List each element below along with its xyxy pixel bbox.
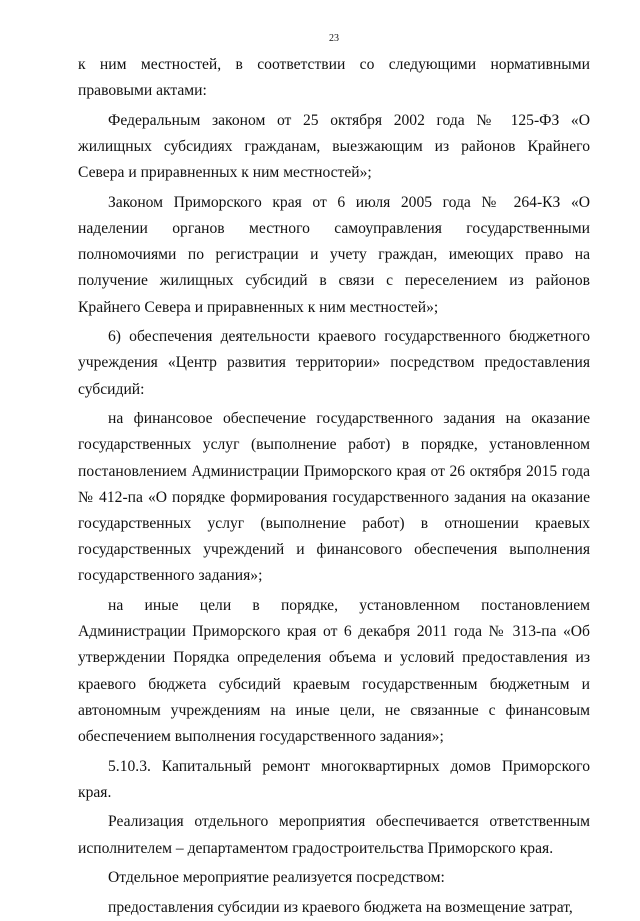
paragraph-other-purposes: на иные цели в порядке, установленном постановлением Администрации Приморского края от 6 декабря 2011 года № 313-па «Об утверждении Порядка определения объема и условий предоставления из краевого бюджета субсидий краевым государственным бюджетным и автономным учреждениям на иные цели, не связанные с финансовым обеспечением выполнения государственного задания»; [78, 597, 590, 746]
paragraph-continuation: к ним местностей, в соответствии со следующими нормативными правовыми актами: [78, 56, 590, 100]
section-heading-5-10-3: 5.10.3. Капитальный ремонт многоквартирных домов Приморского края. [78, 757, 590, 801]
paragraph-item-6: 6) обеспечения деятельности краевого государственного бюджетного учреждения «Центр развития территории» посредством предоставления субсидий: [78, 328, 590, 398]
paragraph-federal-law: Федеральным законом от 25 октября 2002 года № 125-ФЗ «О жилищных субсидиях гражданам, выезжающим из районов Крайнего Севера и приравненных к ним местностей»; [78, 111, 590, 182]
paragraph-regional-law: Законом Приморского края от 6 июля 2005 года № 264-КЗ «О наделении органов местного самоуправления государственными полномочиями по регистрации и учету граждан, имеющих право на получение жилищных субсидий в связи с переселением из районов Крайнего Севера и приравненных к ним местностей»; [78, 193, 590, 316]
paragraph-state-task-financing: на финансовое обеспечение государственного задания на оказание государственных услуг (выполнение работ) в порядке, установленном постановлением Администрации Приморского края от 26 октября 2015 года № 412-па «О порядке формирования государственного задания на оказание государственных услуг (выполнение работ) в отношении краевых государственных учреждений и финансового обеспечения выполнения государственного задания»; [78, 410, 590, 585]
paragraph-subsidy: предоставления субсидии из краевого бюджета на возмещение затрат, [108, 898, 573, 916]
page-number: 23 [329, 33, 339, 44]
paragraph-implementation: Реализация отдельного мероприятия обеспечивается ответственным исполнителем – департаментом градостроительства Приморского края. [78, 813, 590, 857]
document-body [78, 52, 590, 921]
paragraph-means: Отдельное мероприятие реализуется посредством: [108, 869, 445, 887]
